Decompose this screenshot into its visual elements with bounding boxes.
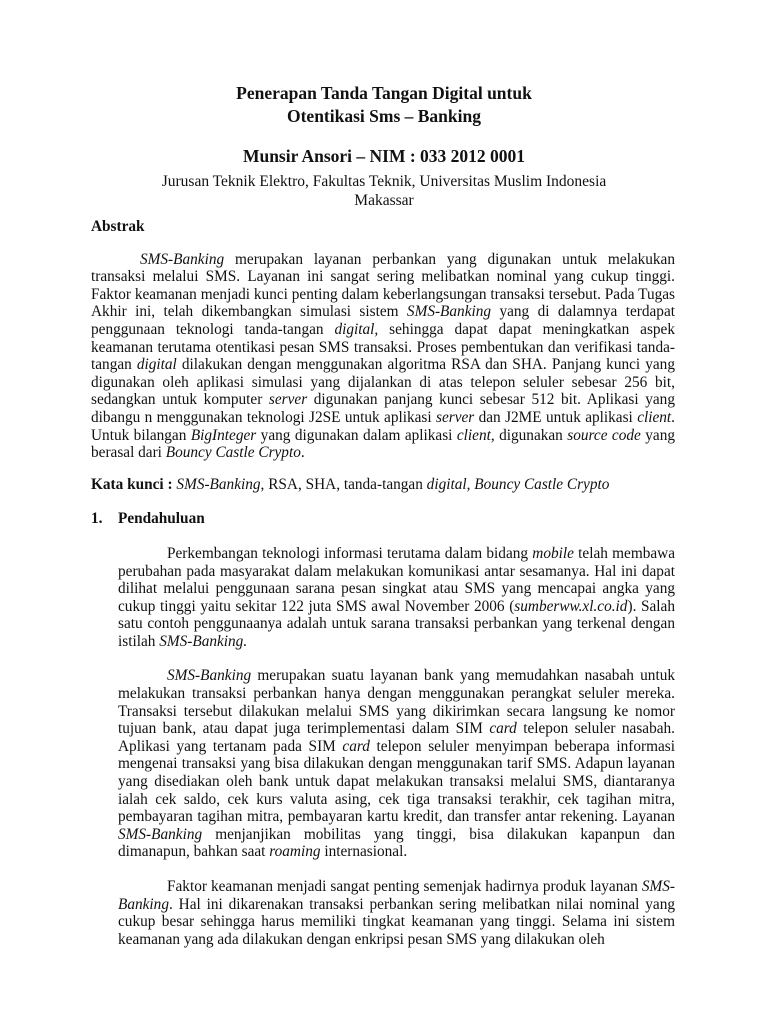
text-run: menjanjikan mobilitas yang tinggi, bisa dilakukan kapanpun dan dimanapun, bahkan saat bbox=[118, 825, 675, 861]
text-run: telah membawa perubahan pada masyarakat dalam melakukan komunikasi antar sesamanya. Hal ini dapat dilihat melalui penggunaan sarana pesan singkat atau SMS yang mencapai angka yang cukup tinggi yaitu sekitar 122 juta SMS awal November 2006 ( bbox=[118, 544, 675, 615]
italic-term: client bbox=[456, 426, 491, 444]
text-run: sehingga dapat dapat meningkatkan aspek keamanan terutama otentikasi pesan SMS transaksi. Proses pembentukan dan verifikasi tanda-tangan bbox=[91, 320, 675, 374]
affiliation-line-1: Jurusan Teknik Elektro, Fakultas Teknik, Universitas Muslim Indonesia bbox=[161, 173, 607, 190]
italic-term: digital, bbox=[334, 320, 379, 338]
text-run: yang berasal dari bbox=[91, 426, 676, 462]
italic-term: card bbox=[489, 720, 517, 738]
italic-term: SMS-Banking bbox=[167, 667, 252, 685]
italic-term: mobile bbox=[532, 544, 574, 562]
text-run: , RSA, SHA, tanda-tangan bbox=[260, 475, 427, 493]
italic-term: Bouncy Castle Crypto bbox=[474, 475, 610, 493]
keywords-list bbox=[173, 476, 610, 493]
keywords-line bbox=[91, 476, 675, 494]
text-run: ). Salah satu contoh penggunaanya adalah untuk sarana transaksi perbankan yang terkenal dengan istilah bbox=[118, 597, 675, 650]
text-run: Faktor keamanan menjadi sangat penting semenjak hadirnya produk layanan bbox=[167, 878, 642, 895]
abstract-heading: Abstrak bbox=[91, 218, 145, 235]
italic-term: source code bbox=[567, 426, 641, 444]
text-run: , digunakan bbox=[490, 426, 568, 444]
text-run: merupakan suatu layanan bank yang memudahkan nasabah untuk melakukan transaksi perbankan hanya dengan menggunakan perangkat seluler mereka. Transaksi tersebut dilakukan melalui SMS yang dikirimkan secara langsung ke nomor tujuan bank, atau dapat juga terimplementasi dalam SIM bbox=[118, 667, 675, 738]
text-run: dilakukan dengan menggunakan algoritma RSA dan SHA. Panjang kunci yang digunakan oleh aplikasi simulasi yang dijalankan di atas telepon seluler sebesar 256 bit, sedangkan untuk komputer bbox=[91, 356, 675, 409]
italic-term: SMS-Banking bbox=[118, 878, 675, 913]
italic-term: SMS-Banking bbox=[118, 825, 203, 843]
italic-term: Bouncy Castle Crypto bbox=[165, 444, 301, 462]
section-heading bbox=[91, 510, 675, 528]
title-block bbox=[0, 82, 768, 210]
italic-term: client bbox=[637, 408, 672, 426]
text-run: digunakan panjang kunci sebesar 512 bit. Aplikasi yang dibangu n menggunakan teknologi J2SE untuk aplikasi bbox=[91, 391, 675, 426]
paper-title-line-1: Penerapan Tanda Tangan Digital untuk bbox=[236, 83, 532, 103]
text-run: Perkembangan teknologi informasi terutama dalam bidang bbox=[167, 544, 533, 562]
italic-term: SMS-Banking. bbox=[159, 632, 248, 650]
text-run: merupakan layanan perbankan yang digunakan untuk melakukan transaksi melalui SMS. Layanan ini sangat sering melibatkan nominal yang cukup tinggi. Faktor keamanan menjadi kunci penting dalam keberlangsungan transaksi tersebut. Pada Tugas Akhir ini, telah dikembangkan simulasi sistem bbox=[91, 250, 675, 321]
italic-term: SMS-Banking bbox=[176, 475, 261, 493]
italic-term: server bbox=[436, 408, 475, 426]
italic-term: BigInteger bbox=[190, 426, 257, 444]
author-line: Munsir Ansori – NIM : 033 2012 0001 bbox=[242, 146, 526, 166]
italic-term: SMS-Banking bbox=[140, 250, 225, 268]
intro-paragraph-1 bbox=[118, 545, 675, 651]
italic-term: sumberww.xl.co.id bbox=[514, 597, 628, 615]
text-run: . Untuk bilangan bbox=[91, 408, 675, 444]
text-run: dan J2ME untuk aplikasi bbox=[474, 408, 638, 426]
italic-term: card bbox=[342, 737, 370, 755]
section-number: 1. bbox=[91, 510, 103, 528]
italic-term: roaming bbox=[269, 843, 321, 861]
text-run: internasional. bbox=[320, 843, 408, 861]
text-run: telepon seluler nasabah. Aplikasi yang tertanam pada SIM bbox=[118, 720, 675, 755]
affiliation-line-2: Makassar bbox=[354, 192, 414, 209]
paper-body bbox=[91, 218, 675, 965]
text-run: yang digunakan dalam aplikasi bbox=[256, 426, 457, 444]
intro-paragraph-3 bbox=[118, 878, 675, 948]
italic-term: digital bbox=[426, 475, 467, 493]
text-run: . bbox=[300, 444, 305, 462]
text-run: , bbox=[466, 475, 475, 493]
italic-term: SMS-Banking bbox=[406, 303, 492, 321]
italic-term: digital bbox=[136, 356, 177, 374]
intro-paragraph-2 bbox=[118, 667, 675, 861]
paper-title-line-2: Otentikasi Sms – Banking bbox=[286, 106, 481, 126]
keywords-label: Kata kunci : bbox=[91, 475, 173, 493]
section-title: Pendahuluan bbox=[118, 510, 205, 528]
abstract-paragraph bbox=[91, 251, 675, 462]
text-run: yang di dalamnya terdapat penggunaan teknologi tanda-tangan bbox=[91, 303, 675, 338]
text-run: . Hal ini dikarenakan transaksi perbankan sering melibatkan nilai nominal yang cukup besar sehingga harus memiliki tingkat keamanan yang tinggi. Selama ini sistem keamanan yang ada dilakukan dengan enkripsi pesan SMS yang dilakukan oleh bbox=[118, 895, 675, 948]
text-run: telepon seluler menyimpan beberapa informasi mengenai transaksi yang bisa dilakukan dengan menggunakan tarif SMS. Adapun layanan yang disediakan oleh bank untuk dapat melakukan transaksi melalui SMS, diantaranya ialah cek saldo, cek kurs valuta asing, cek tiga transaksi terakhir, cek tagihan mitra, pembayaran tagihan mitra, pembayaran kartu kredit, dan transfer antar rekening. Layanan bbox=[118, 737, 676, 826]
italic-term: server bbox=[268, 391, 308, 409]
